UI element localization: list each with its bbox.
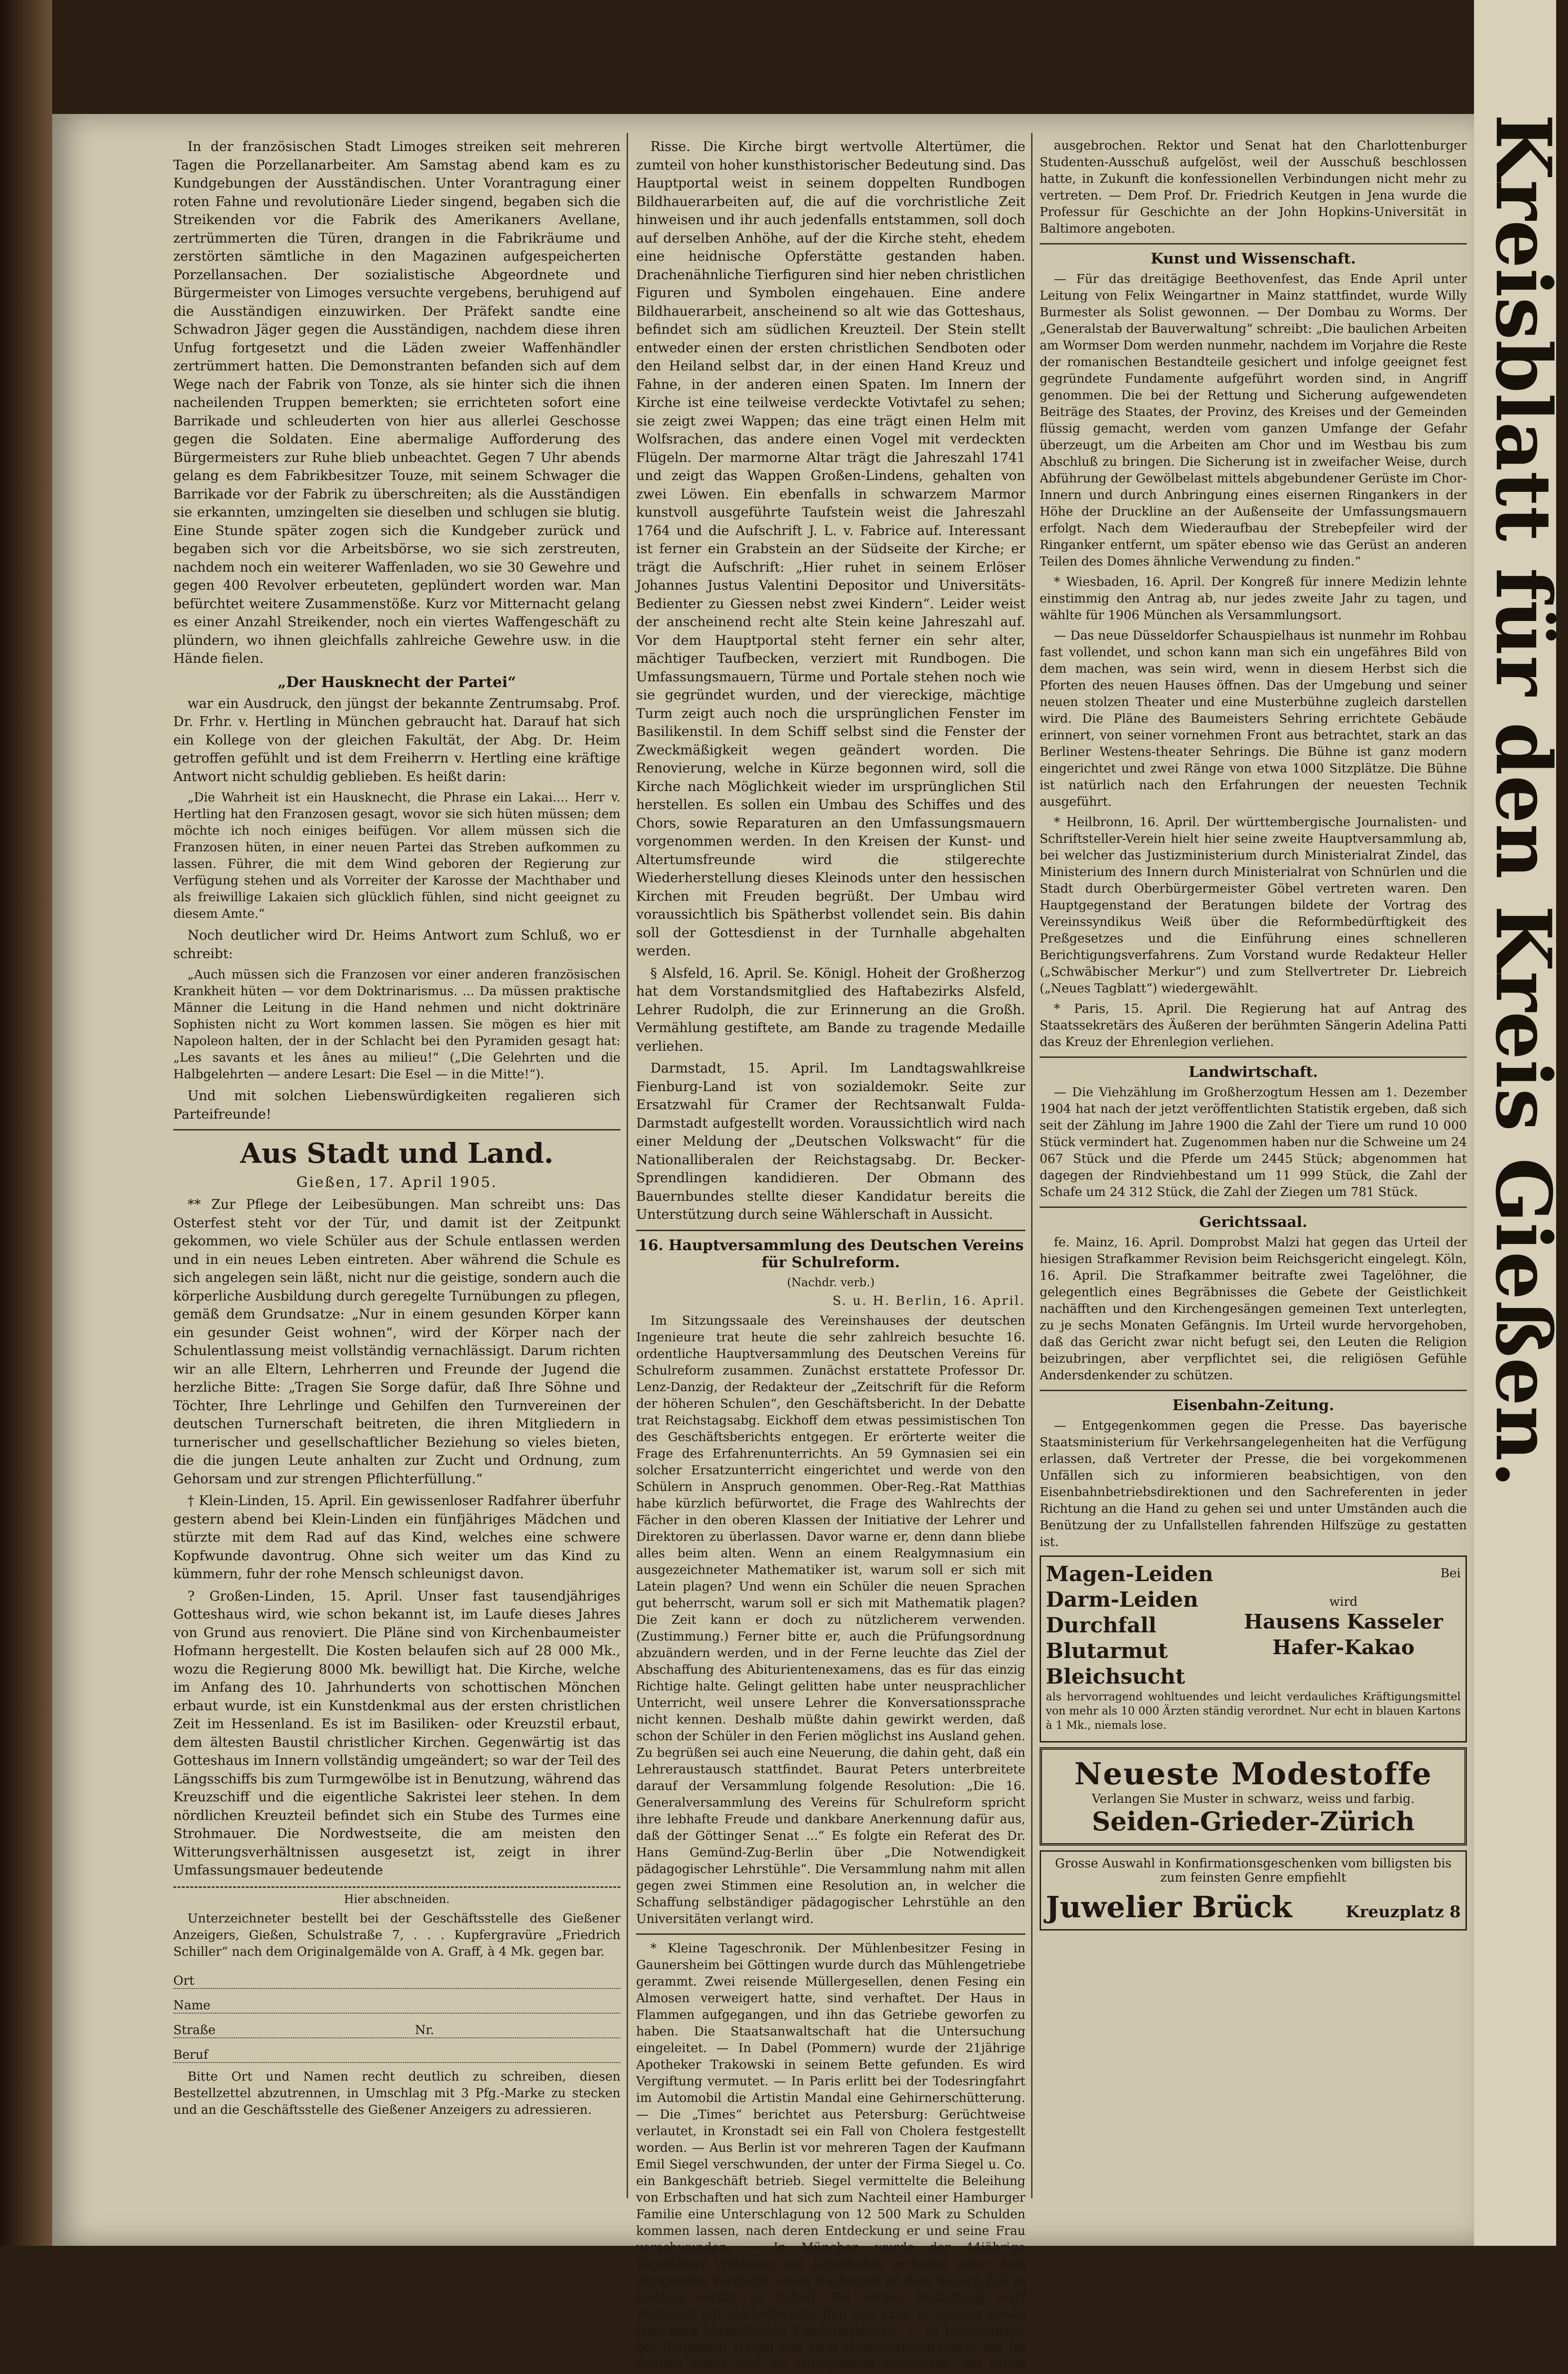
article-darmstadt: Darmstadt, 15. April. Im Landtagswahlkreise Fienburg-Land ist von sozialdemokr. Seite zur Ersatzwahl für Cramer der Rechtsanwalt Fulda-Darmstadt aufgestellt worden. Voraussichtlich wird nach einer Meldung der „Deutschen Volkswacht“ für die Nationalliberalen der Reichstagsabg. Dr. Becker-Sprendlingen kandidieren. Der Obmann des Bauernbundes stellte dieser Kandidatur bereits die Unterstützung durch seine Wählerschaft in Aussicht. bbox=[636, 1059, 1025, 1224]
newspaper-page bbox=[52, 114, 1474, 2246]
ad-subtitle: Verlangen Sie Muster in schwarz, weiss und farbig. bbox=[1049, 1792, 1458, 1806]
ad-product bbox=[1226, 1562, 1461, 1690]
article-paragraph: Und mit solchen Liebenswürdigkeiten regalieren sich Parteifreunde! bbox=[173, 1087, 620, 1123]
article-paragraph: war ein Ausdruck, den jüngst der bekannte Zentrumsabg. Prof. Dr. Frhr. v. Hertling in München gebraucht hat. Darauf hat sich ein Kollege von der gleichen Fakultät, der Abg. Dr. Heim getroffen gefühlt und ist dem Freiherrn v. Hertling eine kräftige Antwort nicht schuldig geblieben. Es heißt darin: bbox=[173, 695, 620, 786]
article-heading: Gerichtssaal. bbox=[1040, 1214, 1467, 1231]
order-text: Unterzeichneter bestellt bei der Geschäftsstelle des Gießener Anzeigers, Gießen, Schulstraße 7, . . . Kupfergravüre „Friedrich Schiller“ nach dem Originalgemälde von A. Graff, à 4 Mk. gegen bar. bbox=[173, 1911, 620, 1960]
article-paris: * Paris, 15. April. Die Regierung hat auf Antrag des Staatssekretärs des Äußeren der berühmten Sängerin Adelina Patti das Kreuz der Ehrenlegion verliehen. bbox=[1040, 1001, 1467, 1051]
cut-label: Hier abschneiden. bbox=[173, 1893, 620, 1906]
book-binding bbox=[0, 0, 52, 2246]
form-label: Beruf bbox=[173, 2048, 208, 2062]
dateline: S. u. H. Berlin, 16. April. bbox=[636, 1294, 1025, 1308]
ad-small-text: als hervorragend wohltuendes und leicht verdauliches Kräftigungsmittel von mehr als 10 000 Ärzten ständig verordnet. Nur echt in blauen Kartons à 1 Mk., niemals lose. bbox=[1046, 1690, 1461, 1733]
ad-kakao bbox=[1040, 1555, 1467, 1743]
ad-brand: Hausens Kasseler bbox=[1226, 1609, 1461, 1635]
column-1 bbox=[173, 138, 620, 2194]
article-heading: 16. Hauptversammlung des Deutschen Vereins für Schulreform. bbox=[636, 1237, 1025, 1271]
divider bbox=[636, 1230, 1025, 1231]
ad-brand: Hafer-Kakao bbox=[1226, 1635, 1461, 1660]
divider bbox=[1040, 243, 1467, 245]
column-3 bbox=[1040, 138, 1467, 2194]
ad-line: Bleichsucht bbox=[1046, 1664, 1226, 1690]
reprint-note: (Nachdr. verb.) bbox=[636, 1276, 1025, 1289]
article-limoges: In der französischen Stadt Limoges streiken seit mehreren Tagen die Porzellanarbeiter. Am Samstag abend kam es zu Kundgebungen der Ausständischen. Unter Vorantragung einer roten Fahne und revolutionäre Lieder singend, begaben sich die Streikenden vor die Fabrik des Amerikaners Avellane, zertrümmerten die Türen, drangen in die Fabrikräume und zerstörten sämtliche in den Magazinen aufgespeicherten Porzellansachen. Der sozialistische Abgeordnete und Bürgermeister von Limoges versuchte vergebens, beruhigend auf die Ausständigen einzuwirken. Der Präfekt sandte eine Schwadron Jäger gegen die Ausständigen, nachdem diese ihren Unfug fortgesetzt und die Läden zweier Waffenhändler zertrümmert hatten. Die Demonstranten befanden sich auf dem Wege nach der Fabrik von Tonze, als sie hinter sich die ihnen nacheilenden Truppen bemerkten; sie errichteten sofort eine Barrikade und schleuderten von hier aus allerlei Geschosse gegen die Soldaten. Eine abermalige Aufforderung des Bürgermeisters zur Ruhe blieb unbeachtet. Gegen 7 Uhr abends gelang es dem Fabrikbesitzer Touze, mit seinem Schwager die Barrikade vor der Fabrik zu überschreiten; als die Ausständigen sie erkannten, umzingelten sie dieselben und schlugen sie blutig. Eine Stunde später zogen sich die Kundgeber zurück und begaben sich vor die Arbeitsbörse, wo sie sich zerstreuten, nachdem noch ein weiterer Waffenladen, wo sie 30 Gewehre und gegen 400 Revolver erbeuteten, geplündert worden war. Man befürchtet weitere Zusammenstöße. Kurz vor Mitternacht gelang es einer Anzahl Streikender, noch ein viertes Waffengeschäft zu plündern, wo ihnen gleichfalls zahlreiche Gewehre usw. in die Hände fielen. bbox=[173, 138, 620, 668]
article-landwirtschaft: — Die Viehzählung im Großherzogtum Hessen am 1. Dezember 1904 hat nach der jetzt veröffentlichten Statistik ergeben, daß sich seit der Zählung im Jahre 1900 die Zahl der Tiere um rund 10 000 Stück vermindert hat. Zugenommen haben nur die Schweine um 24 067 Stück und die Pferde um 2445 Stück; abgenommen hat dagegen der Rindviehbestand um 11 999 Stück, die Zahl der Schafe um 24 312 Stück, die Zahl der Ziegen um 781 Stück. bbox=[1040, 1084, 1467, 1201]
article-alsfeld: § Alsfeld, 16. April. Se. Königl. Hoheit der Großherzog hat dem Vorstandsmitglied des Haftabezirks Alsfeld, Lehrer Rudolph, die zur Erinnerung an die Großh. Vermählung gestiftete, am Bande zu tragende Medaille verliehen. bbox=[636, 964, 1025, 1056]
ad-line: Blutarmut bbox=[1046, 1639, 1226, 1664]
ad-word: wird bbox=[1226, 1595, 1461, 1609]
masthead-title: Kreisblatt für den Kreis Gießen. bbox=[1479, 114, 1568, 1488]
article-heading: Landwirtschaft. bbox=[1040, 1064, 1467, 1081]
ad-title: Neueste Modestoffe bbox=[1049, 1756, 1458, 1792]
form-line-beruf bbox=[173, 2038, 620, 2063]
ad-address: Kreuzplatz 8 bbox=[1346, 1903, 1461, 1922]
article-schulreform: Im Sitzungssaale des Vereinshauses der deutschen Ingenieure trat heute die sehr zahlreich besuchte 16. ordentliche Hauptversammlung des Deutschen Vereins für Schulreform zusammen. Zunächst erstattete Professor Dr. Lenz-Danzig, der Redakteur der „Zeitschrift für die Reform der höheren Schulen“, den Geschäftsbericht. In der Debatte trat Reichstagsabg. Eickhoff dem etwas pessimistischen Ton des Geschäftsberichts entgegen. Er erörterte weiter die Frage des Erfahrenunterrichts. An 59 Gymnasien sei ein solcher Ersatzunterricht eingerichtet und werde von den Schülern in Anspruch genommen. Ober-Reg.-Rat Matthias habe kürzlich befürwortet, die Frage des Wahlrechts der Fächer in den oberen Klassen der Initiative der Lehrer und Direktoren zu überlassen. Davor warne er, denn dann bliebe alles beim alten. Wenn an einem Realgymnasium ein ausgezeichneter Mathematiker ist, warum soll er sich mit Latein plagen? Und wenn ein Schüler die neuen Sprachen gut beherrscht, warum soll er sich mit Mathematik plagen? Die Zeit kann er doch zu nützlicherem verwenden. (Zustimmung.) Ferner bitte er, auch die Prüfungsordnung abzuändern werden, und in der Ferne leuchte das Ziel der Abschaffung des Abiturientenexamens, das es für das einzig Richtige halte. Gelingt gelitten habe unter neusprachlicher Unterricht, weil unsere Lehrer die Konversationssprache nicht kennen. Deshalb müßte dahin gewirkt werden, daß schon der Schüler in den Ferien möglichst ins Ausland gehen. Zu begrüßen sei auch eine Neuerung, die dahin geht, daß ein Lehreraustausch stattfindet. Baurat Peters unterbreitete darauf der Versammlung folgende Resolution: „Die 16. Generalversammlung des Vereins für Schulreform spricht ihre lebhafte Freude und dankbare Anerkennung dafür aus, daß der Göttinger Senat ...“ Es folgte ein Referat des Dr. Hans Gemünd-Zug-Berlin über „Die Notwendigkeit pädagogischer Lehrstühle“. Die Versammlung nahm mit allen gegen zwei Stimmen eine Resolution an, in welcher die Schaffung selbständiger pädagogischer Lehrstühle an den Universitäten verlangt wird. bbox=[636, 1313, 1025, 1928]
article-klein-linden: † Klein-Linden, 15. April. Ein gewissenloser Radfahrer überfuhr gestern abend bei Klein-Linden ein fünfjähriges Mädchen und stürzte mit dem Rad auf das Kind, welches eine schwere Kopfwunde davontrug. Ohne sich weiter um das Kind zu kümmern, fuhr der rohe Mensch schleunigst davon. bbox=[173, 1492, 620, 1583]
article-heading: „Der Hausknecht der Partei“ bbox=[173, 674, 620, 691]
ad-footer bbox=[1046, 1890, 1461, 1924]
ad-company: Seiden-Grieder-Zürich bbox=[1049, 1806, 1458, 1837]
article-leibesuebungen: ** Zur Pflege der Leibesübungen. Man schreibt uns: Das Osterfest steht vor der Tür, und damit ist der Zeitpunkt gekommen, wo viele Schüler aus der Schule entlassen werden und in ein neues Leben eintreten. Aber während die Schule es sich angelegen sein läßt, nicht nur die geistige, sondern auch die körperliche Ausbildung durch geregelte Turnübungen zu pflegen, gemäß dem Grundsatze: „Nur in einem gesunden Körper kann ein gesunder Geist wohnen“, wird der Körper nach der Schulentlassung meist vollständig vernachlässigt. Darum richten wir an alle Eltern, Lehrherren und Freunde der Jugend die herzliche Bitte: „Tragen Sie Sorge dafür, daß Ihre Söhne und Töchter, Ihre Lehrlinge und Gehilfen den Turnvereinen der deutschen Turnerschaft beitreten, die ihren Mitgliedern in turnerischer und gesellschaftlicher Beziehung so vieles bieten, die die jungen Leute anhalten zur Zucht und Ordnung, zum Gehorsam und zur strengen Pflichterfüllung.“ bbox=[173, 1196, 620, 1488]
quote: „Die Wahrheit ist ein Hausknecht, die Phrase ein Lakai.... Herr v. Hertling hat den Franzosen gesagt, wovor sie sich hüten müssen; dem möchte ich noch einiges beifügen. Vor allem müssen sich die Franzosen hüten, in einer neuen Partei das Streben aufkommen zu lassen. Führer, die mit dem Wind geboren der Regierung zur Verfügung stehen und als Vorreiter der Karosse der Machthaber und als freiwillige Lakaien sich glücklich fühlen, sind nicht geeignet zu diesem Amte.“ bbox=[173, 790, 620, 923]
form-label: Straße bbox=[173, 2023, 216, 2037]
article-universitaet-cont: ausgebrochen. Rektor und Senat hat den Charlottenburger Studenten-Ausschuß aufgelöst, weil der Ausschuß beschlossen hatte, in Zukunft die konfessionellen Verbindungen nicht mehr zu vertreten. — Dem Prof. Dr. Friedrich Keutgen in Jena wurde die Professur für Geschichte an der John Hopkins-Universität in Baltimore angeboten. bbox=[1040, 138, 1467, 237]
ad-company: Juwelier Brück bbox=[1046, 1890, 1292, 1924]
divider bbox=[1040, 1390, 1467, 1391]
article-kirche: Risse. Die Kirche birgt wertvolle Altertümer, die zumteil von hoher kunsthistorischer Bedeutung sind. Das Hauptportal weist in seinem doppelten Rundbogen Bildhauerarbeiten auf, die auf die vorchristliche Zeit hinweisen und ihr auch jedenfalls entstammen, soll doch auf derselben Anhöhe, auf der die Kirche steht, ehedem eine heidnische Opferstätte gestanden haben. Drachenähnliche Tierfiguren sind hier neben christlichen Figuren und Symbolen eingehauen. Eine andere Bildhauerarbeit, anscheinend so alt wie das Gotteshaus, befindet sich am südlichen Kreuzteil. Der Stein stellt entweder einen der ersten christlichen Sendboten oder den Heiland selbst dar, in der einen Hand Kreuz und Fahne, in der anderen einen Spaten. Im Innern der Kirche ist eine teilweise verdeckte Votivtafel zu sehen; sie zeigt zwei Wappen; das eine trägt einen Helm mit Wolfsrachen, das andere einen Vogel mit verdeckten Flügeln. Der marmorne Altar trägt die Jahreszahl 1741 und zeigt das Wappen Großen-Lindens, gehalten von zwei Löwen. Ein ebenfalls in schwarzem Marmor kunstvoll ausgeführte Taufstein weist die Jahreszahl 1764 und die Aufschrift J. L. v. Fabrice auf. Interessant ist ferner ein Grabstein an der Südseite der Kirche; er trägt die Aufschrift: „Hier ruhet in seinem Erlöser Johannes Justus Valentini Depositor und Universitäts-Bedienter zu Giessen nebst zwei Kindern“. Leider weist der anscheinend recht alte Stein keine Jahreszahl auf. Vor dem Hauptportal steht ferner ein sehr alter, mächtiger Taufbecken, verziert mit Rundbogen. Die Umfassungsmauern, Türme und Portale stehen noch wie sie gegründet wurden, und der viereckige, mächtige Turm zeigt auch noch die ursprünglichen Fenster im Basilikenstil. In dem Schiff selbst sind die Fenster der Zweckmäßigkeit wegen geändert worden. Die Renovierung, welche in Kürze begonnen wird, soll die Kirche nach Möglichkeit wieder im ursprünglichen Stil herstellen. Es sollen ein Umbau des Schiffes und des Chors, sowie Reparaturen an den Umfassungsmauern vorgenommen werden. In den Kreisen der Kunst- und Altertumsfreunde wird die stilgerechte Wiederherstellung dieses Kleinods unter den hessischen Kirchen mit Freuden begrüßt. Der Umbau wird voraussichtlich bis Spätherbst vollendet sein. Bis dahin soll der Gottesdienst in der Turnhalle abgehalten werden. bbox=[636, 138, 1025, 961]
article-wiesbaden: * Wiesbaden, 16. April. Der Kongreß für innere Medizin lehnte einstimmig den Antrag ab, nur jedes zweite Jahr zu tagen, und wählte für 1906 München als Versammlungsort. bbox=[1040, 574, 1467, 624]
ad-word: Bei bbox=[1226, 1566, 1461, 1581]
order-form bbox=[173, 1886, 620, 2119]
column-rule bbox=[627, 133, 628, 2198]
article-kunst: — Für das dreitägige Beethovenfest, das Ende April unter Leitung von Felix Weingartner in Mainz stattfindet, wurde Willy Burmester als Solist gewonnen. — Der Dombau zu Worms. Der „Generalstab der Bauverwaltung“ schreibt: „Die baulichen Arbeiten am Wormser Dom werden nunmehr, nachdem im Vorjahre die Reste der romanischen Bestandteile gesichert und infolge geeignet fest gegründete Fundamente aufgeführt worden sind, in Angriff genommen. Die bei der Rettung und Sicherung aufgewendeten Beiträge des Staates, der Provinz, des Kreises und der Gemeinden flüssig gemacht, werden vom ganzen Umfange der Gefahr überzeugt, um die Arbeiten am Chor und im Westbau bis zum Abschluß zu bringen. Die Sicherung ist in zweifacher Weise, durch Abführung der Gewölbelast mittels abgebundener Gerüste im Chor-Innern und durch Anbringung eines eisernen Ringankers in der Höhe der Druckline an der Außenseite der Umfassungsmauern erfolgt. Nach dem Wiederaufbau der Strebepfeiler wird der Ringanker entfernt, um später ebenso wie das Gerüst an anderen Teilen des Domes ähnliche Verwendung zu finden.“ bbox=[1040, 271, 1467, 570]
column-2 bbox=[636, 138, 1025, 2194]
form-label: Name bbox=[173, 1998, 210, 2013]
ad-line: Darm-Leiden bbox=[1046, 1587, 1226, 1613]
ad-line: Durchfall bbox=[1046, 1613, 1226, 1639]
form-label: Ort bbox=[173, 1974, 194, 1988]
divider bbox=[1040, 1206, 1467, 1208]
order-note: Bitte Ort und Namen recht deutlich zu schreiben, diesen Bestellzettel abzutrennen, in Umschlag mit 3 Pfg.-Marke zu stecken und an die Geschäftsstelle des Gießener Anzeigers zu adressieren. bbox=[173, 2069, 620, 2119]
divider bbox=[173, 1129, 620, 1130]
form-label: Nr. bbox=[415, 2023, 434, 2037]
form-line-name bbox=[173, 1989, 620, 2014]
ad-line: Magen-Leiden bbox=[1046, 1562, 1226, 1587]
article-grossen-linden: ? Großen-Linden, 15. April. Unser fast tausendjähriges Gotteshaus wird, wie schon bekannt ist, im Laufe dieses Jahres von Grund aus renoviert. Die Pläne sind von Kirchenbaumeister Hofmann hergestellt. Die Kosten belaufen sich auf 28 000 Mk., wozu die Regierung 8000 Mk. bewilligt hat. Die Kirche, welche im Anfang des 10. Jahrhunderts von schottischen Mönchen erbaut wurde, ist ein Kunstdenkmal aus der ersten christlichen Zeit im Hessenland. Es ist im Basiliken- oder Kreuzstil erbaut, dem ältesten Baustil christlicher Kirchen. Gegenwärtig ist das Gotteshaus im Innern vollständig umgeändert; so war der Teil des Längsschiffs bis zum Turmgewölbe ist in Benutzung, während das Kreuzschiff und die eigentliche Sakristei leer stehen. In dem nördlichen Kreuzteil befindet sich ein Stube des Turmes eine Strohmauer. Die Nordwestseite, die am meisten den Witterungsverhältnissen ausgesetzt ist, zeigt in ihrer Umfassungsmauer bedeutende bbox=[173, 1587, 620, 1880]
quote: „Auch müssen sich die Franzosen vor einer anderen französischen Krankheit hüten — vor dem Doktrinarismus. ... Da müssen praktische Männer die Leitung in die Hand nehmen und nicht doktrinäre Sophisten nicht zu Wort kommen lassen. Sie mögen es hier mit Napoleon halten, der in der Schlacht bei den Pyramiden gesagt hat: „Les savants et les ânes au milieu!“ („Die Gelehrten und die Halbgelehrten — andere Lesart: Die Esel — in die Mitte!“). bbox=[173, 967, 620, 1083]
dateline: Gießen, 17. April 1905. bbox=[173, 1174, 620, 1191]
ad-modestoffe bbox=[1040, 1747, 1467, 1846]
article-eisenbahn: — Entgegenkommen gegen die Presse. Das bayerische Staatsministerium für Verkehrsangelegenheiten hat die Verfügung erlassen, daß Vertreter der Presse, die bei vorgekommenen Unfällen sich zu informieren beabsichtigen, von den Eisenbahnbetriebsdirektionen und den Sachreferenten in jeder Richtung an die Hand zu gehen sei und unter Umständen auch die Benützung der zu Unfallstellen fahrenden Hilfszüge zu gestatten ist. bbox=[1040, 1418, 1467, 1551]
article-heilbronn: * Heilbronn, 16. April. Der württembergische Journalisten- und Schriftsteller-Verein hielt hier seine zweite Hauptversammlung ab, bei welcher das Justizministerium durch Ministerialrat Zindel, das Ministerium des Innern durch Ministerialrat von Schnürlen und die Stadt durch Oberbürgermeister Göbel vertreten waren. Den Hauptgegenstand der Beratungen bildete der Vortrag des Vereinssyndikus Weiß über die Reformbedürftigkeit des Preßgesetzes und die Einführung eines schnelleren Berichtigungsverfahrens. Zum Vorstand wurde Redakteur Heller („Schwäbischer Merkur“) und zum Stellvertreter Dr. Liebreich („Neues Tagblatt“) wiedergewählt. bbox=[1040, 814, 1467, 997]
ad-line: Grosse Auswahl in Konfirmationsgeschenken vom billigsten bis zum feinsten Genre empfiehlt bbox=[1046, 1856, 1461, 1885]
article-duesseldorf: — Das neue Düsseldorfer Schauspielhaus ist nunmehr im Rohbau fast vollendet, und schon kann man sich ein ungefähres Bild von dem machen, was sein wird, wenn in diesem Herbst sich die Pforten des neuen Hauses öffnen. Das der Umgebung und seiner neuen stolzen Theater und eine Musterbühne zugleich darstellen wird. Die Pläne des Baumeisters Sehring errichtete Gebäude erinnert, von seiner vornehmen Front aus betrachtet, stark an das Berliner Westens-theater Sehrings. Die Bühne ist ganz modern eingerichtet und zwei Ränge von etwa 1000 Sitzplätze. Die Bühne ist natürlich nach den Erfahrungen der neuesten Technik ausgeführt. bbox=[1040, 628, 1467, 810]
article-heading: Eisenbahn-Zeitung. bbox=[1040, 1397, 1467, 1414]
section-title: Aus Stadt und Land. bbox=[173, 1137, 620, 1169]
ad-ailments bbox=[1046, 1562, 1226, 1690]
form-line-ort bbox=[173, 1964, 620, 1989]
article-paragraph: Noch deutlicher wird Dr. Heims Antwort zum Schluß, wo er schreibt: bbox=[173, 926, 620, 963]
divider bbox=[1040, 1056, 1467, 1058]
form-line-strasse bbox=[173, 2014, 620, 2038]
divider bbox=[636, 1933, 1025, 1935]
article-tageschronik: * Kleine Tageschronik. Der Mühlenbesitzer Fesing in Gaunersheim bei Göttingen wurde durch das Mühlengetriebe gerammt. Zwei reisende Müllergesellen, denen Fesing ein Almosen verweigert hatte, sind verhaftet. Der Haus in Flammen aufgegangen, und ihn das Getriebe geworfen zu haben. Die Staatsanwaltschaft hat die Untersuchung eingeleitet. — In Dabel (Pommern) wurde der 21jährige Apotheker Trakowski in seinem Bette gefunden. Es wird Vergiftung vermutet. — In Paris erlitt bei der Todesringfahrt im Automobil die Artistin Mandal eine Gehirnerschütterung. — Die „Times“ berichtet aus Petersburg: Gerüchtweise verlautet, in Kronstadt sei ein Fall von Cholera festgestellt worden. — Aus Berlin ist vor mehreren Tagen der Kaufmann Emil Siegel verschwunden, der unter der Firma Siegel u. Co. ein Bankgeschäft betrieb. Siegel vermittelte die Beleihung von Erbschaften und hat sich zum Nachteil einer Hamburger Familie eine Unterschlagung von 12 500 Mark zu Schulden kommen lassen, nach deren Entdeckung er und seine Frau verschwunden. — In München wurde der 44jährige Tagelöhner Widmann aus Jagenhofen verhaftet unter dem dringenden Verdacht, einen Raubmord an dem Bauern Zak in Dachau verübt zu haben. Bei seiner Verhaftung warf Widmann ein blutbeflecktes Beil von sich. In seinem Besitz fand man blutbefleckte Kleidungsstücke. — In Langendreer bei Bergmann Hache von zwei Handwerksburschen, die im Graben saßen und ihr Mittagsmahl verzehrten, ein Stück bbox=[636, 1941, 1025, 2374]
article-heading: Kunst und Wissenschaft. bbox=[1040, 250, 1467, 267]
article-gerichtssaal: fe. Mainz, 16. April. Domprobst Malzi hat gegen das Urteil der hiesigen Strafkammer Revision beim Reichsgericht eingelegt. Köln, 16. April. Die Strafkammer beitrafte zwei Tagelöhner, die gelegentlich eines Begräbnisses die Gebete der Geistlichkeit nachäfften und den Kirchengesängen gemeinen Text unterlegten, zu je sechs Monaten Gefängnis. Im Urteil wurde hervorgehoben, daß das Gericht zwar nicht befugt sei, den Leuten die Religion beizubringen, aber verpflichtet sei, die religiösen Gefühle Andersdenkender zu schützen. bbox=[1040, 1234, 1467, 1384]
adjacent-page-edge bbox=[1474, 0, 1556, 2246]
ad-brueck bbox=[1040, 1850, 1467, 1931]
column-rule bbox=[1031, 133, 1033, 2198]
